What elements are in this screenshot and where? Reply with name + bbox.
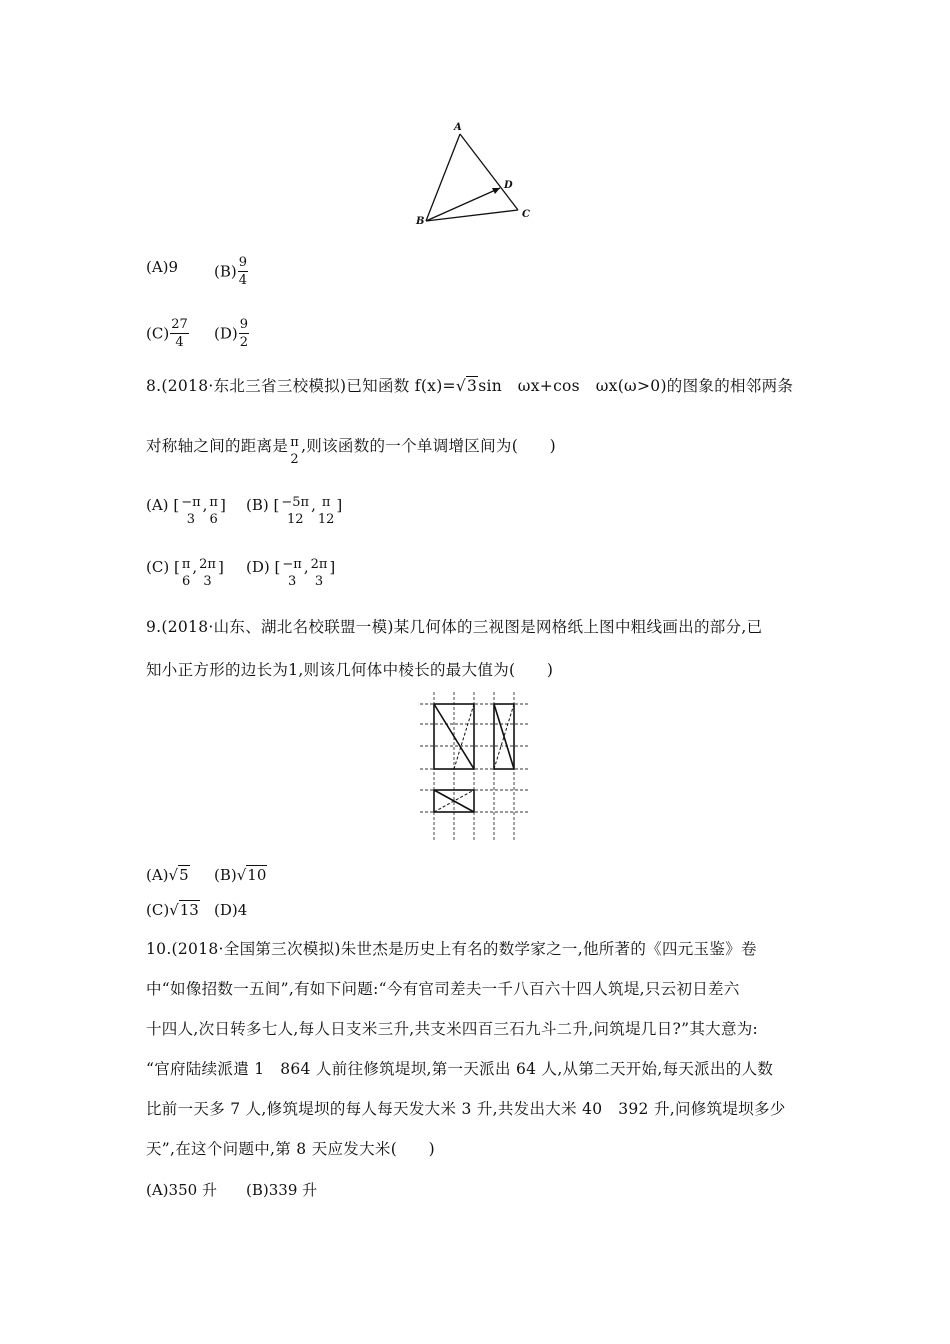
q9-stem-line2: 知小正方形的边长为1,则该几何体中棱长的最大值为( ) [146,661,554,679]
q8-stem-line1: 8.(2018·东北三省三校模拟)已知函数 f(x)=√3sin ωx+cos ωx(ω>0)的图象的相邻两条 [146,377,794,395]
q9-option-a: (A)√5 [146,866,189,884]
vertex-label-b: B [416,216,425,227]
q7-option-c: (C) $\frac{27}{4}$ [146,317,188,350]
vertex-label-d: D [504,180,513,191]
q10-option-b: (B)339 升 [246,1181,318,1199]
q10-stem-line5: 比前一天多 7 人,修筑堤坝的每人每天发大米 3 升,共发出大米 40 392 升,问修筑堤坝多少 [146,1100,786,1118]
q10-stem-line1: 10.(2018·全国第三次模拟)朱世杰是历史上有名的数学家之一,他所著的《四元玉鉴》卷 [146,940,757,958]
q9-option-b: (B)√10 [214,866,267,884]
q10-stem-line2: 中“如像招数一五间”,有如下问题:“今有官司差夫一千八百六十四人筑堤,只云初日差六 [146,980,740,998]
q9-option-c: (C)√13 [146,901,199,919]
q7-option-b: (B) $\frac{9}{4}$ [214,255,248,288]
q10-stem-line4: “官府陆续派遣 1 864 人前往修筑堤坝,第一天派出 64 人,从第二天开始,每天派出的人数 [146,1060,774,1078]
q9-stem-line1: 9.(2018·山东、湖北名校联盟一模)某几何体的三视图是网格纸上图中粗线画出的部分,已 [146,618,763,636]
q8-option-d: (D) [ −π 3 , 2π 3 ] [246,557,336,589]
vertex-label-c: C [522,209,530,220]
q8-option-c: (C) [ π 6 , 2π 3 ] [146,557,224,589]
q10-stem-line3: 十四人,次日转多七人,每人日支米三升,共支米四百三石九斗二升,问筑堤几日?”其大意为: [146,1020,759,1038]
vertex-label-a: A [454,122,462,133]
q8-option-a: (A) [ −π 3 , π 6 ] [146,495,226,527]
q7-option-a: (A)9 [146,258,179,276]
q10-stem-line6: 天”,在这个问题中,第 8 天应发大米( ) [146,1140,435,1158]
triangle-figure [410,118,540,230]
q10-option-a: (A)350 升 [146,1181,217,1199]
q9-option-d: (D)4 [214,901,248,919]
sqrt-3: √3 [455,377,478,395]
q8-stem-line2: 对称轴之间的距离是 π 2 ,则该函数的一个单调增区间为( ) [146,435,556,467]
three-view-figure [418,692,534,842]
q8-option-b: (B) [ −5π 12 , π 12 ] [246,495,343,527]
q7-option-d: (D) $\frac{9}{2}$ [214,317,249,350]
